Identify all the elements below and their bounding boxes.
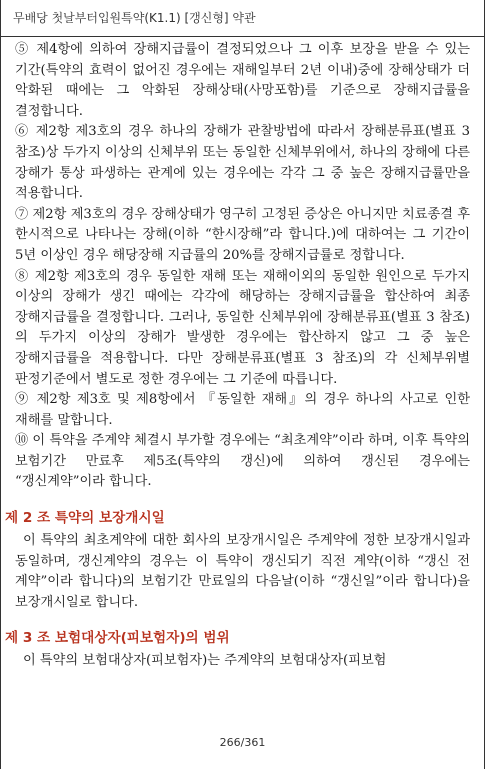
clause-paragraph-9: ⑨ 제2항 제3호 및 제8항에서 『동일한 재해』의 경우 하나의 사고로 인한 재해를 말합니다.: [15, 392, 470, 428]
page-header: 무배당 첫날부터입원특약(K1.1) [갱신형] 약관: [1, 0, 484, 37]
clause-paragraph-5: ⑤ 제4항에 의하여 장해지급률이 결정되었으나 그 이후 보장을 받을 수 있는 기간(특약의 효력이 없어진 경우에는 재해일부터 2년 이내)중에 장해상태가 더 악화된 때에는 그 악화된 장해상태(사망포함)를 기준으로 장해지급률을 결정합니다.: [15, 42, 470, 119]
clause-paragraph-6: ⑥ 제2항 제3호의 경우 하나의 장해가 관찰방법에 따라서 장해분류표(별표 3 참조)상 두가지 이상의 신체부위 또는 동일한 신체부위에서, 하나의 장해에 다른 장해가 통상 파생하는 관계에 있는 경우에는 각각 그 중 높은 장해지급률만을 적용합니다.: [15, 124, 470, 202]
article-3-text: 이 특약의 보험대상자(피보험자)는 주계약의 보험대상자(피보험: [23, 653, 387, 669]
clause-paragraph-10: ⑩ 이 특약을 주계약 체결시 부가할 경우에는 “최초계약”이라 하며, 이후 특약의 보험기간 만료후 제5조(특약의 갱신)에 의하여 갱신된 경우에는 “갱신계약”이라 합니다.: [15, 433, 470, 490]
article-3-heading: 제 3 조 보험대상자(피보험자)의 범위: [5, 630, 230, 647]
page-number: 266/361: [219, 736, 266, 749]
clause-paragraph-8: ⑧ 제2항 제3호의 경우 동일한 재해 또는 재해이외의 동일한 원인으로 두가지 이상의 장해가 생긴 때에는 각각에 해당하는 장해지급률을 합산하여 최종 장해지급률을 결정합니다. 그러나, 동일한 신체부위에 장해분류표(별표 3 참조)의 두가지 이상의 장해가 발생한 경우에는 합산하지 않고 그 중 높은 장해지급률을 적용합니다. 다만 장해분류표(별표 3 참조)의 각 신체부위별 판정기준에서 별도로 정한 경우에는 그 기준에 따릅니다.: [15, 268, 470, 387]
clause-paragraph-7: ⑦ 제2항 제3호의 경우 장해상태가 영구히 고정된 증상은 아니지만 치료종결 후 한시적으로 나타나는 장해(이하 “한시장해”라 합니다.)에 대하여는 그 기간이 5년 이상인 경우 해당장해 지급률의 20%를 장해지급률로 정합니다.: [15, 206, 470, 263]
article-2-heading: 제 2 조 특약의 보장개시일: [5, 510, 165, 527]
document-body: [5, 40, 470, 672]
article-2-text: 이 특약의 최초계약에 대한 회사의 보장개시일은 주계약에 정한 보장개시일과 동일하며, 갱신계약의 경우는 이 특약이 갱신되기 직전 계약(이하 “갱신 전 계약”이라 합니다)의 보험기간 만료일의 다음날(이하 “갱신일”이라 합니다)을 보장개시일로 합니다.: [15, 533, 470, 610]
